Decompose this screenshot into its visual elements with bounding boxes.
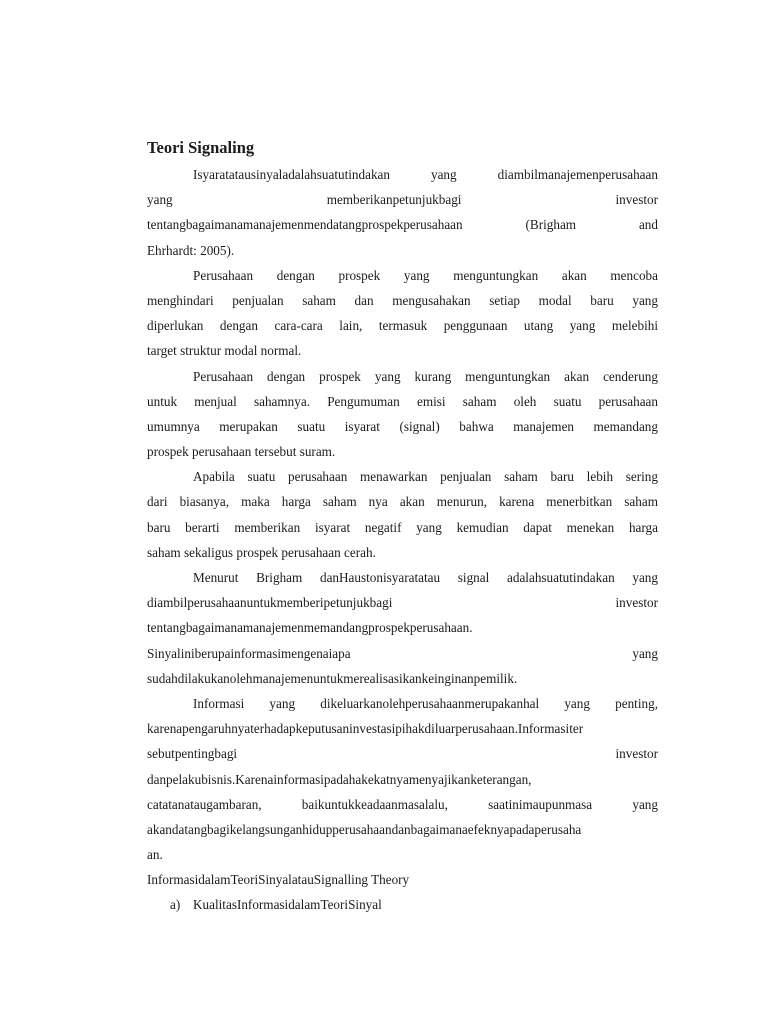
text-line: tentangbagaimanamanajemenmendatangprospekperusahaan (Brigham and bbox=[147, 217, 658, 233]
text-line: sudahdilakukanolehmanajemenuntukmerealisasikankeinginanpemilik. bbox=[147, 670, 518, 686]
text-line: target struktur modal normal. bbox=[147, 343, 302, 359]
list-item-text: KualitasInformasidalamTeoriSinyal bbox=[193, 897, 382, 913]
text-line: saham sekaligus prospek perusahaan cerah. bbox=[147, 544, 376, 560]
text-line: prospek perusahaan tersebut suram. bbox=[147, 444, 336, 460]
text-line: yang memberikanpetunjukbagi investor bbox=[147, 192, 658, 208]
text-line: Informasi yang dikeluarkanolehperusahaanmerupakanhal yang penting, bbox=[193, 695, 658, 711]
text-line: dari biasanya, maka harga saham nya akan menurun, karena menerbitkan saham bbox=[147, 494, 658, 510]
text-line: an. bbox=[147, 847, 163, 863]
text-line: tentangbagaimanamanajemenmemandangprospekperusahaan. bbox=[147, 620, 473, 636]
list-marker: a) bbox=[170, 897, 181, 913]
text-line: sebutpentingbagi investor bbox=[147, 746, 658, 762]
section-title: Teori Signaling bbox=[147, 138, 255, 157]
text-line: Ehrhardt: 2005). bbox=[147, 242, 235, 258]
text-line: diambilperusahaanuntukmemberipetunjukbagi investor bbox=[147, 595, 658, 611]
text-line: Perusahaan dengan prospek yang kurang menguntungkan akan cenderung bbox=[193, 368, 658, 384]
subsection-heading: InformasidalamTeoriSinyalatauSignalling Theory bbox=[147, 872, 410, 888]
text-line: Perusahaan dengan prospek yang menguntungkan akan mencoba bbox=[193, 267, 658, 283]
text-line: karenapengaruhnyaterhadapkeputusaninvestasipihakdiluarperusahaan.Informasiter bbox=[147, 721, 584, 737]
text-line: diperlukan dengan cara-cara lain, termasuk penggunaan utang yang melebihi bbox=[147, 318, 658, 334]
text-line: akandatangbagikelangsunganhidupperusahaandanbagaimanaefeknyapadaperusaha bbox=[147, 821, 582, 837]
text-line: untuk menjual sahamnya. Pengumuman emisi saham oleh suatu perusahaan bbox=[147, 393, 658, 409]
text-line: Apabila suatu perusahaan menawarkan penjualan saham baru lebih sering bbox=[193, 469, 658, 485]
text-line: menghindari penjualan saham dan mengusahakan setiap modal baru yang bbox=[147, 292, 658, 308]
document-body bbox=[147, 134, 658, 918]
text-line: Menurut Brigham danHaustonisyaratatau signal adalahsuatutindakan yang bbox=[193, 570, 658, 585]
text-line: umumnya merupakan suatu isyarat (signal) bahwa manajemen memandang bbox=[147, 418, 658, 434]
text-line: Isyaratatausinyaladalahsuatutindakan yang diambilmanajemenperusahaan bbox=[193, 167, 658, 182]
text-line: Sinyaliniberupainformasimengenaiapa yang bbox=[147, 645, 658, 661]
list-item bbox=[147, 892, 658, 917]
text-line: catatanataugambaran, baikuntukkeadaanmasalalu, saatinimaupunmasa yang bbox=[147, 796, 658, 812]
text-line: baru berarti memberikan isyarat negatif yang kemudian dapat menekan harga bbox=[147, 519, 658, 535]
text-line: danpelakubisnis.Karenainformasipadahakekatnyamenyajikanketerangan, bbox=[147, 771, 532, 787]
